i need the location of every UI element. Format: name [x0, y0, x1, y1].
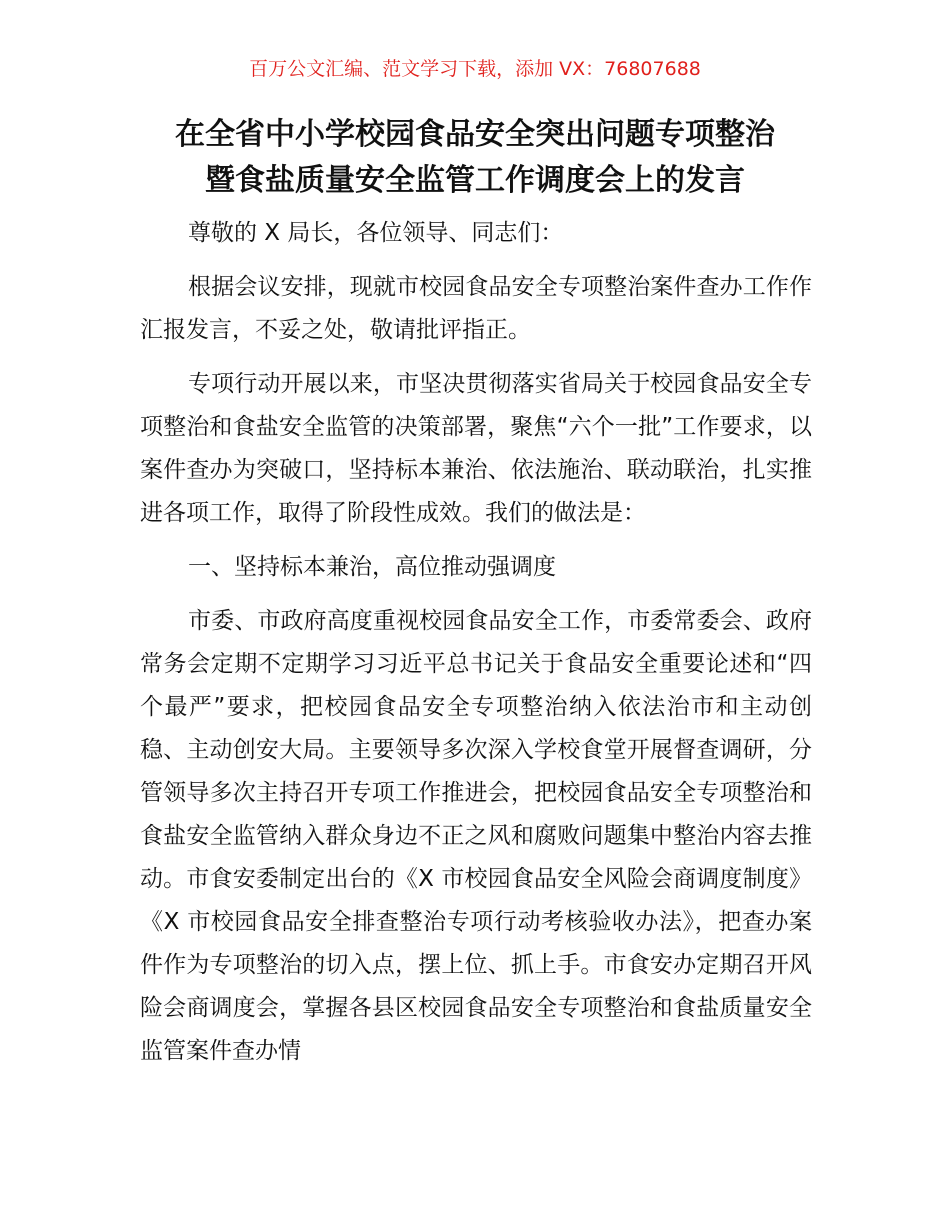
section-heading-1: 一、坚持标本兼治，高位推动强调度 — [188, 554, 556, 580]
title-line-1: 在全省中小学校园食品安全突出问题专项整治 — [175, 117, 775, 152]
greeting: 尊敬的 X 局长，各位领导、同志们： — [188, 220, 564, 246]
document-body — [140, 212, 812, 1084]
paragraph-3: 市委、市政府高度重视校园食品安全工作，市委常委会、政府常务会定期不定期学习习近平总书记关于食品安全重要论述和“四个最严”要求，把校园食品安全专项整治纳入依法治市和主动创稳、主动创安大局。主要领导多次深入学校食堂开展督查调研，分管领导多次主持召开专项工作推进会，把校园食品安全专项整治和食盐安全监管纳入群众身边不正之风和腐败问题集中整治内容去推动。市食安委制定出台的《X 市校园食品安全风险会商调度制度》《X 市校园食品安全排查整治专项行动考核验收办法》，把查办案件作为专项整治的切入点，摆上位、抓上手。市食安办定期召开风险会商调度会，掌握各县区校园食品安全专项整治和食盐质量安全监管案件查办情 — [140, 608, 812, 1064]
promo-banner: 百万公文汇编、范文学习下载，添加 VX：76807688 — [249, 58, 701, 80]
paragraph-1: 根据会议安排，现就市校园食品安全专项整治案件查办工作作汇报发言，不妥之处，敬请批评指正。 — [140, 274, 812, 343]
paragraph-2: 专项行动开展以来，市坚决贯彻落实省局关于校园食品安全专项整治和食盐安全监管的决策部署，聚焦“六个一批”工作要求，以案件查办为突破口，坚持标本兼治、依法施治、联动联治，扎实推进各项工作，取得了阶段性成效。我们的做法是： — [140, 371, 812, 526]
document-title — [60, 112, 890, 204]
title-line-2: 暨食盐质量安全监管工作调度会上的发言 — [205, 163, 745, 198]
